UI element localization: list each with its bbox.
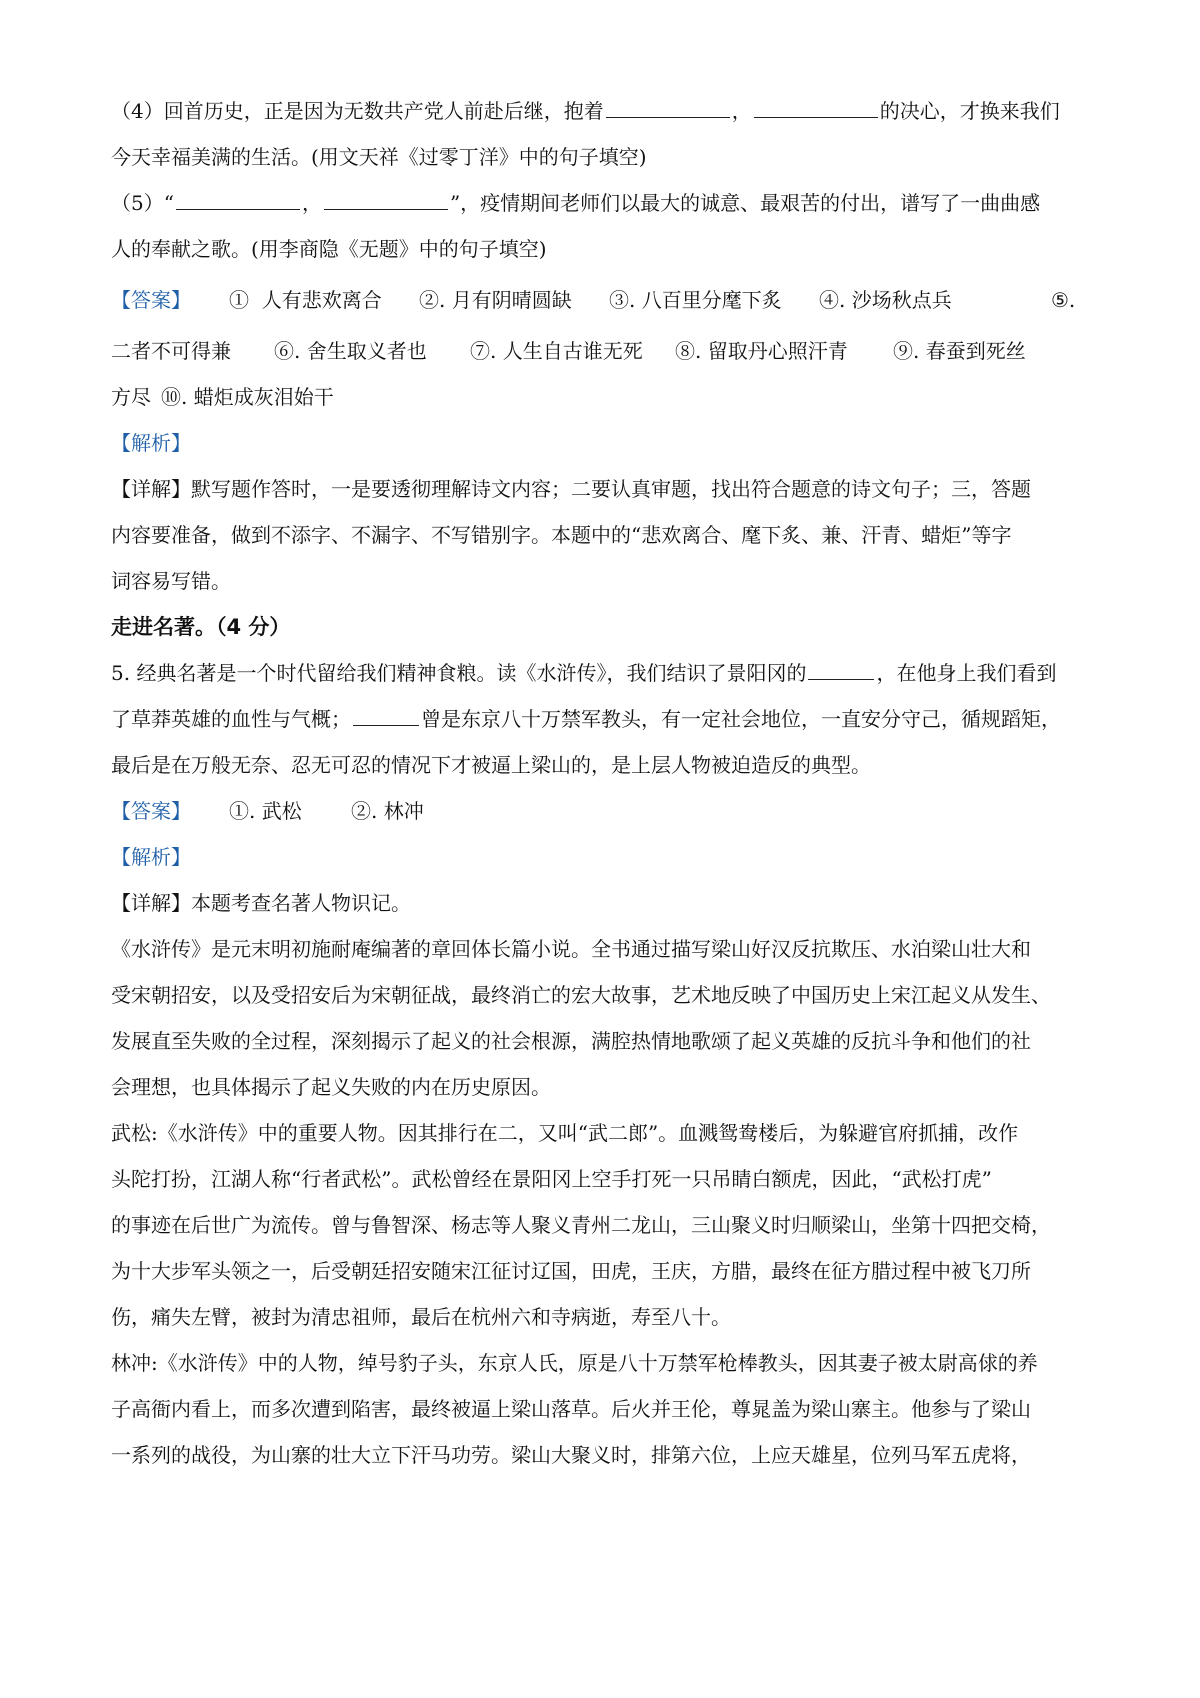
answer-item: ⑥. 舍生取义者也 <box>274 339 427 363</box>
q5-prefix: （5）“ <box>111 191 174 215</box>
paragraph-line: 受宋朝招安，以及受招安后为宋朝征战，最终消亡的宏大故事，艺术地反映了中国历史上宋江起义从发生、 <box>111 983 1051 1007</box>
paragraph-line: 一系列的战役，为山寨的壮大立下汗马功劳。梁山大聚义时，排第六位，上应天雄星，位列马军五虎将， <box>111 1443 1031 1467</box>
answer-item: ①. 武松 <box>229 799 302 823</box>
q5b-prefix: 了草莽英雄的血性与气概； <box>111 707 351 731</box>
q5b-prefix: 5. 经典名著是一个时代留给我们精神食粮。读《水浒传》，我们结识了景阳冈的 <box>111 661 807 685</box>
answer-item: 方尽 <box>111 385 151 409</box>
analysis-tag: 【解析】 <box>111 431 191 455</box>
detail-text: 本题考查名著人物识记。 <box>191 891 411 915</box>
answer-item: ②. 林冲 <box>351 799 424 823</box>
paragraph-line: 会理想，也具体揭示了起义失败的内在历史原因。 <box>111 1075 551 1099</box>
q5b-suffix: ，在他身上我们看到 <box>876 661 1057 685</box>
answer-item: ⑦. 人生自古谁无死 <box>470 339 643 363</box>
question-5-line2: 人的奉献之歌。(用李商隐《无题》中的句子填空) <box>111 237 547 261</box>
answer-item: ⑤. <box>1051 288 1076 312</box>
answer-2-line <box>111 788 1097 834</box>
question-5-line1 <box>111 180 1097 226</box>
detail-text: 默写题作答时，一是要透彻理解诗文内容；二要认真审题，找出符合题意的诗文句子；三，答题 <box>191 477 1031 501</box>
answer-blank[interactable] <box>606 116 730 118</box>
question-5b-line1 <box>111 650 1097 696</box>
q5-suffix: ”，疫情期间老师们以最大的诚意、最艰苦的付出，谱写了一曲曲感 <box>449 191 1041 215</box>
analysis-tag: 【解析】 <box>111 845 191 869</box>
answer-blank[interactable] <box>754 116 878 118</box>
detail-1-line2: 内容要准备，做到不添字、不漏字、不写错别字。本题中的“悲欢离合、麾下炙、兼、汗青、蜡炬”等字 <box>111 523 1012 547</box>
paragraph-line: 的事迹在后世广为流传。曾与鲁智深、杨志等人聚义青州二龙山，三山聚义时归顺梁山，坐第十四把交椅， <box>111 1213 1051 1237</box>
answer-blank[interactable] <box>176 208 300 210</box>
detail-1-line3: 词容易写错。 <box>111 569 231 593</box>
detail-tag: 【详解】 <box>111 477 191 501</box>
paragraph-line: 发展直至失败的全过程，深刻揭示了起义的社会根源，满腔热情地歌颂了起义英雄的反抗斗争和他们的社 <box>111 1029 1031 1053</box>
paragraph-line: 子高衙内看上，而多次遭到陷害，最终被逼上梁山落草。后火并王伦，尊晁盖为梁山寨主。他参与了梁山 <box>111 1397 1031 1421</box>
answer-item: ②. 月有阴晴圆缺 <box>419 288 572 312</box>
answer-tag: 【答案】 <box>111 288 191 312</box>
document-page <box>111 88 1097 1478</box>
answer-item: ③. 八百里分麾下炙 <box>609 288 782 312</box>
q4-prefix: （4）回首历史，正是因为无数共产党人前赴后继，抱着 <box>111 99 604 123</box>
answer-blank[interactable] <box>324 208 448 210</box>
question-4-line2: 今天幸福美满的生活。(用文天祥《过零丁洋》中的句子填空) <box>111 145 647 169</box>
answer-item: ① 人有悲欢离合 <box>229 288 382 312</box>
answer-blank[interactable] <box>808 678 874 680</box>
paragraph-line: 林冲:《水浒传》中的人物，绰号豹子头，东京人氏，原是八十万禁军枪棒教头，因其妻子被太尉高俅的养 <box>111 1351 1038 1375</box>
answer-1-line2 <box>111 328 1097 374</box>
detail-2-first <box>111 880 1097 926</box>
detail-tag: 【详解】 <box>111 891 191 915</box>
q5b-suffix: 曾是东京八十万禁军教头，有一定社会地位，一直安分守己，循规蹈矩， <box>421 707 1061 731</box>
question-5b-line2 <box>111 696 1097 742</box>
q4-suffix: 的决心，才换来我们 <box>879 99 1060 123</box>
answer-item: ⑨. 春蚕到死丝 <box>893 339 1026 363</box>
answer-item: ⑩. 蜡炬成灰泪始干 <box>161 385 334 409</box>
answer-blank[interactable] <box>353 724 419 726</box>
q4-comma: ， <box>731 99 752 123</box>
paragraph-line: 为十大步军头领之一，后受朝廷招安随宋江征讨辽国，田虎，王庆，方腊，最终在征方腊过程中被飞刀所 <box>111 1259 1031 1283</box>
answer-tag: 【答案】 <box>111 799 191 823</box>
answer-item: ④. 沙场秋点兵 <box>819 288 952 312</box>
question-4-line1 <box>111 88 1097 134</box>
paragraph-line: 头陀打扮，江湖人称“行者武松”。武松曾经在景阳冈上空手打死一只吊睛白额虎，因此，“武松打虎” <box>111 1167 992 1191</box>
q5-comma: ， <box>301 191 322 215</box>
answer-1-line1 <box>111 272 1097 328</box>
section-heading: 走进名著。（4 分） <box>111 615 291 639</box>
paragraph-line: 武松:《水浒传》中的重要人物。因其排行在二，又叫“武二郎”。血溅鸳鸯楼后，为躲避官府抓捕，改作 <box>111 1121 1019 1145</box>
answer-1-line3 <box>111 374 1097 420</box>
answer-item: 二者不可得兼 <box>111 339 231 363</box>
paragraph-line: 伤，痛失左臂，被封为清忠祖师，最后在杭州六和寺病逝，寿至八十。 <box>111 1305 731 1329</box>
question-5b-line3: 最后是在万般无奈、忍无可忍的情况下才被逼上梁山的，是上层人物被迫造反的典型。 <box>111 753 871 777</box>
answer-item: ⑧. 留取丹心照汗青 <box>675 339 848 363</box>
paragraph-line: 《水浒传》是元末明初施耐庵编著的章回体长篇小说。全书通过描写梁山好汉反抗欺压、水泊梁山壮大和 <box>111 937 1031 961</box>
detail-1-line1 <box>111 466 1097 512</box>
